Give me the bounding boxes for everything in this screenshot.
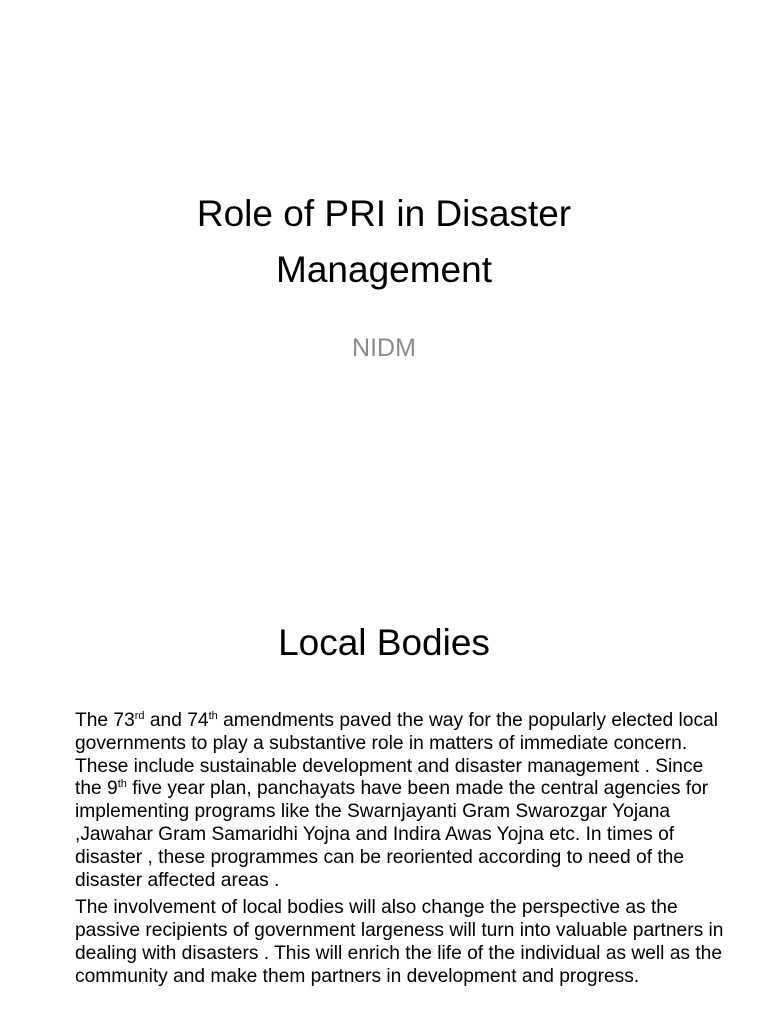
- slide-body: [75, 710, 730, 994]
- slide-title-line-2: Management: [276, 249, 492, 290]
- paragraph-amendments: [75, 710, 730, 892]
- paragraph-text: The 73: [75, 710, 135, 731]
- paragraph-text: and 74: [144, 710, 209, 731]
- ordinal-superscript: th: [208, 710, 218, 722]
- section-title: Local Bodies: [278, 622, 490, 663]
- slide-subtitle: NIDM: [352, 334, 416, 362]
- content-slide: [0, 576, 768, 1024]
- ordinal-superscript: th: [117, 778, 127, 791]
- slide-title-line-1: Role of PRI in Disaster: [196, 193, 572, 234]
- paragraph-text: five year plan, panchayats have been made the central agencies for implementing programs like the Swarnjayanti Gram Swarozgar Yojana ,Jawahar Gram Samaridhi Yojna and Indira Awas Yojna etc. In times of disaster , these programmes can be reoriented according to need of the disaster affected areas .: [75, 778, 709, 891]
- paragraph-text: amendments paved the way for the popularly elected local governments to play a substantive role in matters of immediate concern. These include sustainable development and disaster management . Since the 9: [75, 710, 718, 800]
- ordinal-superscript: rd: [134, 710, 145, 722]
- slide-title: [0, 186, 768, 298]
- paragraph-involvement: The involvement of local bodies will also change the perspective as the passive recipients of government largeness will turn into valuable partners in dealing with disasters . This will enrich the life of the individual as well as the community and make them partners in development and progress.: [75, 897, 724, 987]
